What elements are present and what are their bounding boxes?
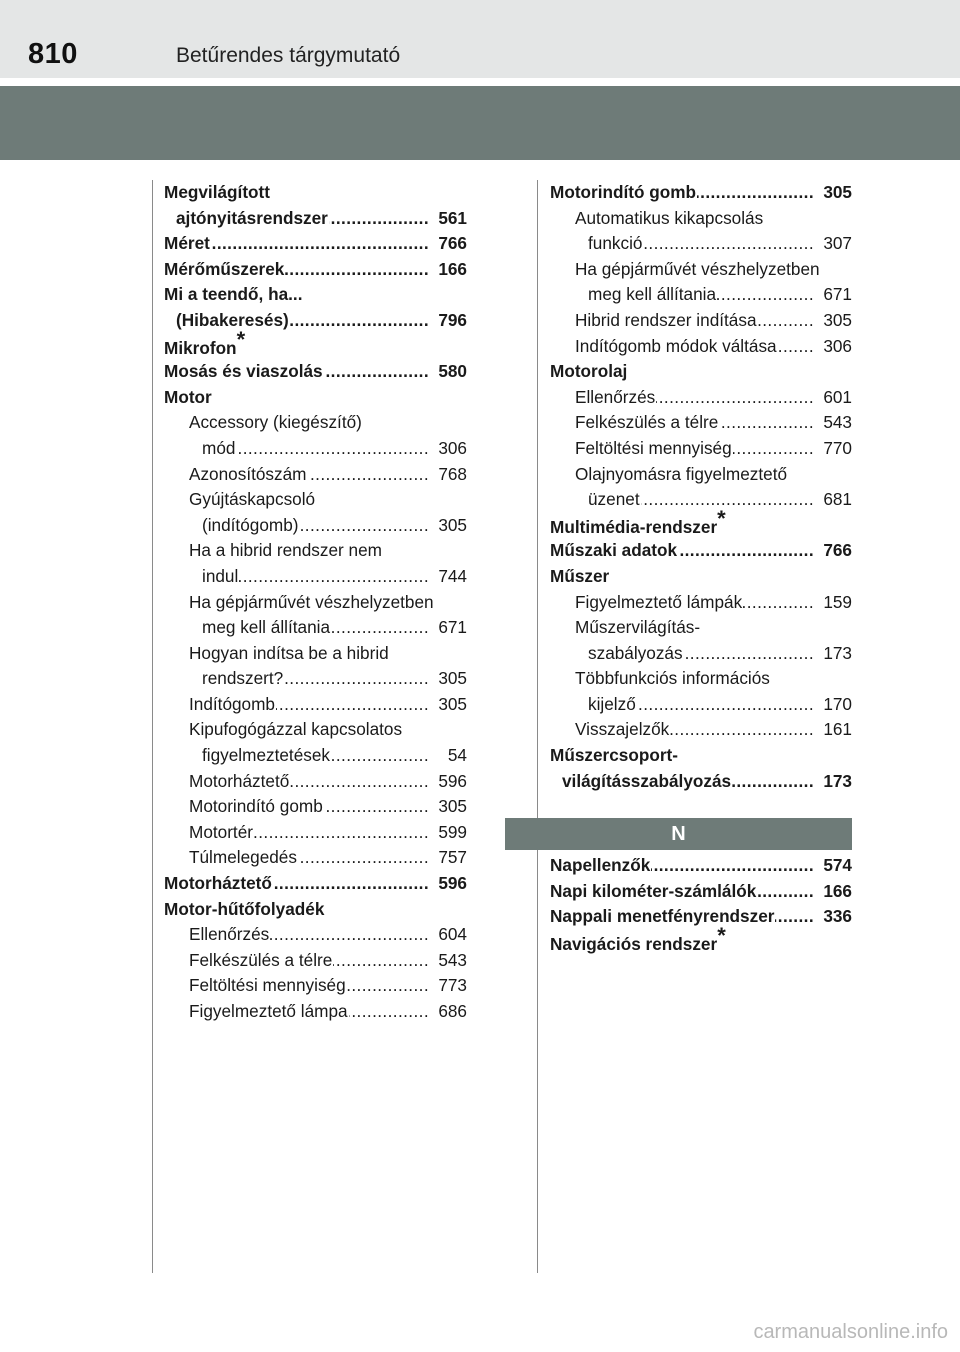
index-entry-label <box>189 538 383 564</box>
index-entry <box>550 904 852 930</box>
index-entry <box>164 820 467 846</box>
index-column-right-n <box>550 853 852 955</box>
index-entry-label <box>588 282 717 308</box>
index-entry <box>164 513 467 539</box>
index-entry <box>550 879 852 905</box>
index-entry-text: Figyelmeztető lámpa <box>189 1001 348 1021</box>
index-entry-label <box>164 359 324 385</box>
index-entry-text: Feltöltési mennyiség <box>189 975 346 996</box>
index-entry <box>550 282 852 308</box>
index-entry-label <box>550 180 697 206</box>
index-entry-label <box>575 334 778 360</box>
index-entry <box>164 538 467 564</box>
index-entry <box>164 641 467 667</box>
index-entry <box>164 385 467 411</box>
index-entry-text: Többfunkciós információs <box>575 668 770 689</box>
index-entry-page: 305 <box>438 794 467 820</box>
index-entry-page: 161 <box>823 717 852 743</box>
index-entry-text: Visszajelzők <box>575 719 670 740</box>
index-column-right <box>550 180 852 794</box>
index-entry-label <box>189 973 347 999</box>
index-entry-text: funkció <box>588 233 643 254</box>
index-entry-text: Motor-hűtőfolyadék <box>164 898 325 919</box>
index-entry <box>164 308 467 334</box>
index-entry <box>164 897 467 923</box>
index-entry <box>550 487 852 513</box>
index-entry-label <box>189 641 390 667</box>
index-entry <box>550 410 852 436</box>
index-entry-text: Feltöltési mennyiség <box>575 437 732 458</box>
index-entry-label <box>189 820 254 846</box>
index-entry-label <box>189 922 270 948</box>
index-entry <box>164 359 467 385</box>
index-entry-text: (indítógomb) <box>202 514 299 535</box>
index-entry-label <box>202 743 331 769</box>
footer-watermark: carmanualsonline.info <box>753 1321 948 1343</box>
index-entry-page: 305 <box>823 308 852 334</box>
index-entry-label <box>189 845 298 871</box>
page-number: 810 <box>28 38 78 70</box>
index-entry <box>164 973 467 999</box>
page-header <box>0 0 960 78</box>
index-entry <box>550 666 852 692</box>
index-entry <box>550 462 852 488</box>
index-entry <box>550 436 852 462</box>
index-entry-page: 686 <box>438 999 467 1025</box>
index-entry-text: Indítógomb <box>189 693 275 714</box>
index-entry-label <box>550 743 679 769</box>
index-entry <box>550 308 852 334</box>
section-letter-heading: N <box>505 818 852 850</box>
index-entry-text: Azonosítószám <box>189 463 307 484</box>
index-entry-text: Motorolaj <box>550 361 628 382</box>
index-entry-text: rendszert? <box>202 668 284 689</box>
index-entry-label <box>575 206 764 232</box>
index-entry-text: Mérőműszerek <box>164 258 285 279</box>
index-entry-label <box>189 462 308 488</box>
index-entry <box>164 257 467 283</box>
index-entry-label <box>575 436 733 462</box>
index-entry <box>164 487 467 513</box>
index-entry-page: 766 <box>438 231 467 257</box>
index-entry-label <box>189 794 324 820</box>
index-entry-page: 306 <box>823 334 852 360</box>
index-entry <box>164 948 467 974</box>
index-entry-text: Méret <box>164 233 210 254</box>
index-entry-label <box>550 505 727 541</box>
index-entry-text: Motorháztető <box>164 873 272 894</box>
index-entry-page: 604 <box>438 922 467 948</box>
index-entry-text: meg kell állítania <box>202 617 331 638</box>
index-entry-text: Napi kilométer-számlálók <box>550 880 757 901</box>
index-entry-text: Automatikus kikapcsolás <box>575 207 764 228</box>
index-entry-label <box>164 385 213 411</box>
index-entry-text: Indítógomb módok váltása <box>575 335 777 356</box>
index-entry-page: 173 <box>823 769 852 795</box>
index-entry-text: (Hibakeresés) <box>176 309 289 330</box>
index-entry <box>164 743 467 769</box>
index-entry <box>550 717 852 743</box>
index-entry-label <box>550 564 610 590</box>
index-entry-text: meg kell állítania <box>588 284 717 305</box>
index-entry-page: 770 <box>823 436 852 462</box>
index-entry-text: Multimédia-rendszer <box>550 516 718 537</box>
index-entry <box>550 257 852 283</box>
index-entry-text: Felkészülés a télre <box>575 412 719 433</box>
index-entry-text: világításszabályozás <box>562 770 732 791</box>
index-entry-text: Műszer <box>550 565 610 586</box>
index-entry-text: kijelző <box>588 693 636 714</box>
index-entry-label <box>550 538 678 564</box>
index-entry <box>550 231 852 257</box>
index-entry-label <box>588 231 643 257</box>
index-entry-label <box>164 282 303 308</box>
index-entry-label <box>189 410 363 436</box>
asterisk-icon: * <box>236 326 246 352</box>
index-entry <box>164 999 467 1025</box>
index-entry <box>164 282 467 308</box>
index-entry-page: 671 <box>823 282 852 308</box>
index-entry-label <box>575 257 821 283</box>
index-entry-label <box>550 879 757 905</box>
index-entry-text: Hogyan indítsa be a hibrid <box>189 642 389 663</box>
index-entry <box>164 769 467 795</box>
index-entry-page: 671 <box>438 615 467 641</box>
index-entry-text: indul <box>202 565 239 586</box>
index-entry-page: 166 <box>438 257 467 283</box>
index-entry-text: Ellenőrzés <box>189 924 270 945</box>
index-entry-text: Felkészülés a télre <box>189 949 333 970</box>
index-entry-page: 305 <box>438 692 467 718</box>
index-entry-page: 574 <box>823 853 852 879</box>
index-entry-text: Accessory (kiegészítő) <box>189 412 362 433</box>
index-entry-text: Hibrid rendszer indítása <box>575 309 757 330</box>
index-entry <box>164 717 467 743</box>
index-entry-label <box>189 487 316 513</box>
index-entry <box>164 845 467 871</box>
index-entry-text: üzenet <box>588 489 640 510</box>
index-entry-page: 580 <box>438 359 467 385</box>
index-entry-page: 173 <box>823 641 852 667</box>
index-entry-page: 768 <box>438 462 467 488</box>
index-entry-page: 744 <box>438 564 467 590</box>
index-entry-page: 170 <box>823 692 852 718</box>
asterisk-icon: * <box>717 922 726 948</box>
index-entry-label <box>202 615 331 641</box>
index-entry-text: ajtónyitásrendszer <box>176 207 328 228</box>
index-entry-label <box>562 769 732 795</box>
index-entry-label <box>202 436 236 462</box>
index-entry <box>550 505 852 539</box>
index-entry-page: 561 <box>438 206 467 232</box>
index-entry-label <box>588 692 637 718</box>
index-entry-text: Kipufogógázzal kapcsolatos <box>189 719 403 740</box>
index-entry-page: 306 <box>438 436 467 462</box>
header-band <box>0 86 960 160</box>
page-title: Betűrendes tárgymutató <box>176 44 401 67</box>
index-entry-page: 305 <box>823 180 852 206</box>
index-entry <box>164 231 467 257</box>
index-entry-page: 681 <box>823 487 852 513</box>
index-entry <box>164 206 467 232</box>
index-entry-label <box>189 948 333 974</box>
index-entry-label <box>164 257 285 283</box>
index-entry <box>550 590 852 616</box>
index-entry-page: 766 <box>823 538 852 564</box>
index-entry-page: 596 <box>438 769 467 795</box>
index-entry <box>164 922 467 948</box>
column-divider-right <box>537 180 538 1273</box>
index-entry <box>550 615 852 641</box>
index-entry <box>550 853 852 879</box>
index-entry-label <box>575 590 743 616</box>
index-entry-text: Ha gépjárművét vészhelyzetben <box>575 258 820 279</box>
index-entry-label <box>588 487 641 513</box>
index-entry <box>164 590 467 616</box>
index-entry-page: 305 <box>438 666 467 692</box>
index-entry-page: 599 <box>438 820 467 846</box>
index-entry-label <box>550 359 628 385</box>
index-entry <box>164 326 467 360</box>
index-entry-text: Műszervilágítás- <box>575 617 701 638</box>
index-entry-page: 54 <box>448 743 467 769</box>
index-entry-label <box>189 999 349 1025</box>
index-entry-label <box>588 641 684 667</box>
index-entry-text: Napellenzők <box>550 855 651 875</box>
index-entry <box>164 180 467 206</box>
index-entry-text: Műszercsoport- <box>550 745 678 766</box>
index-entry-label <box>550 922 727 958</box>
index-entry-text: mód <box>202 437 236 458</box>
index-entry-text: figyelmeztetések <box>202 745 331 766</box>
index-entry-label <box>189 769 290 795</box>
index-entry-text: Figyelmeztető lámpák <box>575 591 743 612</box>
index-entry-label <box>189 717 403 743</box>
index-entry <box>164 410 467 436</box>
index-entry-page: 773 <box>438 973 467 999</box>
index-entry-page: 159 <box>823 590 852 616</box>
index-entry <box>550 692 852 718</box>
index-entry <box>164 871 467 897</box>
index-entry-text: szabályozás <box>588 642 683 663</box>
index-entry-label <box>189 590 435 616</box>
index-entry-page: 757 <box>438 845 467 871</box>
index-entry <box>164 666 467 692</box>
index-entry-text: Motorindító gomb <box>189 796 323 817</box>
index-entry-text: Gyújtáskapcsoló <box>189 489 316 510</box>
index-entry-label <box>550 904 775 930</box>
index-entry-label <box>164 897 325 923</box>
index-entry <box>550 641 852 667</box>
index-entry <box>164 564 467 590</box>
index-entry <box>550 564 852 590</box>
index-entry <box>550 743 852 769</box>
index-entry-label <box>575 462 788 488</box>
index-entry-page: 796 <box>438 308 467 334</box>
index-entry-label <box>164 871 273 897</box>
index-entry <box>550 359 852 385</box>
index-entry-text: Ha a hibrid rendszer nem <box>189 540 382 561</box>
index-entry-label <box>164 231 211 257</box>
index-entry-text: Mi a teendő, ha... <box>164 284 303 305</box>
index-entry <box>550 538 852 564</box>
index-entry <box>550 334 852 360</box>
index-entry-text: Megvilágított <box>164 182 270 202</box>
index-entry-label <box>176 308 290 334</box>
index-entry-text: Ha gépjárművét vészhelyzetben <box>189 591 434 612</box>
index-entry-label <box>164 180 271 206</box>
index-entry-page: 305 <box>438 513 467 539</box>
index-entry-label <box>164 326 246 362</box>
index-entry-label <box>575 385 656 411</box>
index-entry-label <box>575 410 719 436</box>
index-entry-text: Túlmelegedés <box>189 847 297 868</box>
index-entry-text: Olajnyomásra figyelmeztető <box>575 463 788 484</box>
index-entry-text: Motorháztető <box>189 770 290 791</box>
index-entry-text: Mosás és viaszolás <box>164 361 323 382</box>
index-entry-label <box>202 513 300 539</box>
index-column-left <box>164 180 467 1025</box>
index-entry <box>164 794 467 820</box>
index-entry <box>164 615 467 641</box>
index-entry-label <box>202 564 239 590</box>
index-entry-label <box>575 615 701 641</box>
index-entry-text: Motorindító gomb <box>550 182 697 202</box>
asterisk-icon: * <box>717 505 726 531</box>
index-entry <box>164 436 467 462</box>
index-entry-page: 543 <box>823 410 852 436</box>
index-entry <box>550 385 852 411</box>
index-entry-label <box>575 666 771 692</box>
index-entry-page: 336 <box>823 904 852 930</box>
index-entry-text: Motortér <box>189 821 253 842</box>
index-entry <box>164 692 467 718</box>
column-divider-left <box>152 180 153 1273</box>
index-entry-text: Navigációs rendszer <box>550 933 718 954</box>
index-entry <box>550 206 852 232</box>
index-entry <box>164 462 467 488</box>
index-entry-label <box>176 206 329 232</box>
index-entry-text: Motor <box>164 386 212 407</box>
index-entry-page: 596 <box>438 871 467 897</box>
index-entry <box>550 769 852 795</box>
index-entry-page: 307 <box>823 231 852 257</box>
index-entry-page: 601 <box>823 385 852 411</box>
index-entry <box>550 922 852 956</box>
index-entry-label <box>575 308 758 334</box>
index-entry-page: 543 <box>438 948 467 974</box>
index-entry-text: Nappali menetfényrendszer <box>550 906 775 927</box>
index-entry-label <box>550 853 651 879</box>
index-entry-label <box>575 717 670 743</box>
index-entry-text: Ellenőrzés <box>575 386 656 407</box>
index-entry-page: 166 <box>823 879 852 905</box>
index-entry-text: Mikrofon <box>164 337 237 358</box>
index-entry-label <box>189 692 276 718</box>
index-entry-label <box>202 666 284 692</box>
index-entry <box>550 180 852 206</box>
index-entry-text: Műszaki adatok <box>550 540 678 561</box>
